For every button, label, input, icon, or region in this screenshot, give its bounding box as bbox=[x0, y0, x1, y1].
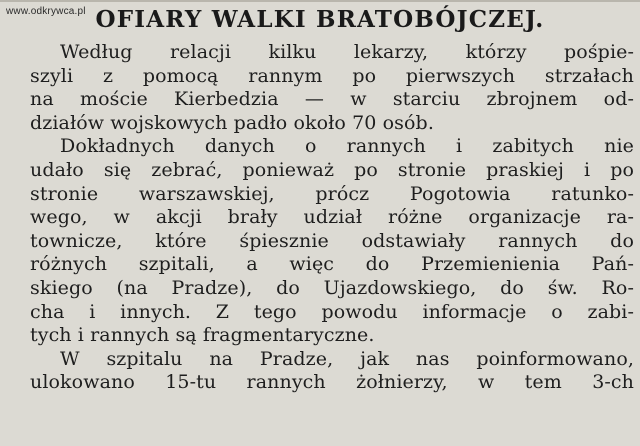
paragraph-3 bbox=[30, 348, 634, 395]
watermark: www.odkrywca.pl bbox=[6, 6, 86, 17]
text-line: skiego (na Pradze), do Ujazdowskiego, do św. Ro- bbox=[30, 276, 634, 299]
text-line: tych i rannych są fragmentaryczne. bbox=[30, 324, 375, 347]
text-line: różnych szpitali, a więc do Przemienienia Pań- bbox=[30, 253, 634, 276]
text-line: W szpitalu na Pradze, jak nas poinformowano, bbox=[60, 347, 634, 370]
text-line: działów wojskowych padło około 70 osób. bbox=[30, 111, 434, 134]
paragraph-1 bbox=[30, 41, 634, 135]
text-line: ulokowano 15-tu rannych żołnierzy, w tem 3-ch bbox=[30, 371, 634, 394]
paragraph-2 bbox=[30, 135, 634, 347]
top-rule bbox=[0, 0, 640, 2]
text-line: udało się zebrać, ponieważ po stronie praskiej i po bbox=[30, 158, 634, 181]
text-line: Według relacji kilku lekarzy, którzy pośpie- bbox=[60, 41, 634, 63]
article-headline: OFIARY WALKI BRATOBÓJCZEJ. bbox=[95, 6, 545, 33]
text-line: cha i innych. Z tego powodu informacje o zabi- bbox=[30, 300, 634, 323]
text-line: wego, w akcji brały udział różne organizacje ra- bbox=[30, 206, 634, 229]
text-line: stronie warszawskiej, prócz Pogotowia ratunko- bbox=[30, 182, 634, 205]
text-line: townicze, które śpiesznie odstawiały rannych do bbox=[30, 229, 634, 252]
article-body bbox=[30, 41, 634, 395]
text-line: Dokładnych danych o rannych i zabitych nie bbox=[60, 135, 634, 158]
text-line: szyli z pomocą rannym po pierwszych strzałach bbox=[30, 64, 634, 87]
text-line: na moście Kierbedzia — w starciu zbrojnem od- bbox=[30, 88, 634, 111]
